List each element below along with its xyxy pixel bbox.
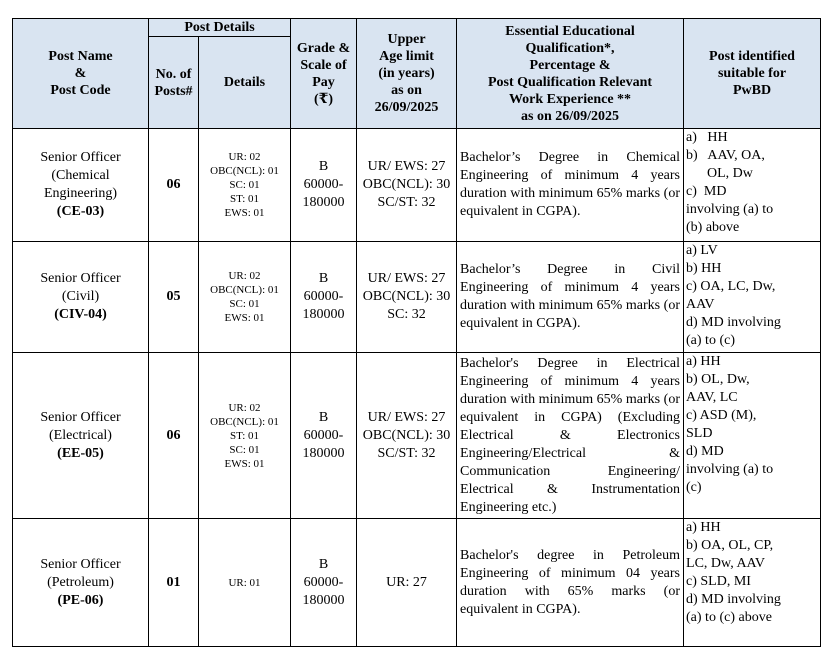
- pwbd-suitability: a) HH b) AAV, OA, OL, Dw c) MD involving (a) to (b) above: [684, 129, 821, 242]
- age-limit: UR/ EWS: 27 OBC(NCL): 30 SC: 32: [357, 242, 457, 353]
- grade-pay: B 60000- 180000: [291, 519, 357, 647]
- age-limit: UR/ EWS: 27 OBC(NCL): 30 SC/ST: 32: [357, 129, 457, 242]
- posts-table: [12, 18, 821, 647]
- age-limit: UR/ EWS: 27 OBC(NCL): 30 SC/ST: 32: [357, 353, 457, 519]
- header-post-name: Post Name & Post Code: [13, 19, 149, 129]
- header-grade: Grade & Scale of Pay (₹): [291, 19, 357, 129]
- qualification: Bachelor's degree in Petroleum Engineering of minimum 04 years duration with 65% marks (or equivalent in CGPA).: [457, 519, 684, 647]
- post-code: (CE-03): [56, 204, 105, 219]
- qualification: Bachelor’s Degree in Civil Engineering of minimum 4 years duration with minimum 65% marks (or equivalent in CGPA).: [457, 242, 684, 353]
- header-details: Details: [199, 37, 291, 129]
- post-name-cell: Senior Officer (Chemical Engineering) (CE-03): [13, 129, 149, 242]
- header-qualification: Essential Educational Qualification*, Percentage & Post Qualification Relevant Work Experience ** as on 26/09/2025: [457, 19, 684, 129]
- post-code: (PE-06): [57, 592, 104, 608]
- table-row: [13, 242, 821, 353]
- category-details: UR: 01: [199, 519, 291, 647]
- posts-count: 06: [149, 353, 199, 519]
- age-limit: UR: 27: [357, 519, 457, 647]
- table-row: [13, 353, 821, 519]
- pwbd-suitability: a) LV b) HH c) OA, LC, Dw, AAV d) MD involving (a) to (c): [684, 242, 821, 353]
- table-row: [13, 519, 821, 647]
- posts-count: 06: [149, 129, 199, 242]
- category-details: UR: 02 OBC(NCL): 01 SC: 01 ST: 01 EWS: 01: [199, 129, 291, 242]
- post-name-cell: Senior Officer (Electrical) (EE-05): [13, 353, 149, 519]
- category-details: UR: 02 OBC(NCL): 01 ST: 01 SC: 01 EWS: 01: [199, 353, 291, 519]
- grade-pay: B 60000- 180000: [291, 353, 357, 519]
- post-name-cell: Senior Officer (Civil) (CIV-04): [13, 242, 149, 353]
- qualification: Bachelor’s Degree in Chemical Engineering of minimum 4 years duration with minimum 65% marks (or equivalent in CGPA).: [457, 129, 684, 242]
- pwbd-suitability: a) HH b) OL, Dw, AAV, LC c) ASD (M), SLD d) MD involving (a) to (c): [684, 353, 821, 519]
- header-age-limit: Upper Age limit (in years) as on 26/09/2025: [357, 19, 457, 129]
- post-code: (CIV-04): [54, 307, 107, 322]
- post-name-cell: Senior Officer (Petroleum) (PE-06): [13, 519, 149, 647]
- post-code: (EE-05): [57, 445, 104, 461]
- table-row: [13, 129, 821, 242]
- category-details: UR: 02 OBC(NCL): 01 SC: 01 EWS: 01: [199, 242, 291, 353]
- posts-count: 05: [149, 242, 199, 353]
- grade-pay: B 60000- 180000: [291, 242, 357, 353]
- header-pwbd: Post identified suitable for PwBD: [684, 19, 821, 129]
- posts-count: 01: [149, 519, 199, 647]
- header-post-details: Post Details: [149, 19, 291, 37]
- grade-pay: B 60000- 180000: [291, 129, 357, 242]
- pwbd-suitability: a) HH b) OA, OL, CP, LC, Dw, AAV c) SLD, MI d) MD involving (a) to (c) above: [684, 519, 821, 647]
- qualification: Bachelor's Degree in Electrical Engineering of minimum 4 years duration with minimum 65% marks (or equivalent in CGPA) (Excluding Electrical & Electronics Engineering/Electrical & Communication Engineering/ Electrical & Instrumentation Engineering etc.): [457, 353, 684, 519]
- header-no-of-posts: No. of Posts#: [149, 37, 199, 129]
